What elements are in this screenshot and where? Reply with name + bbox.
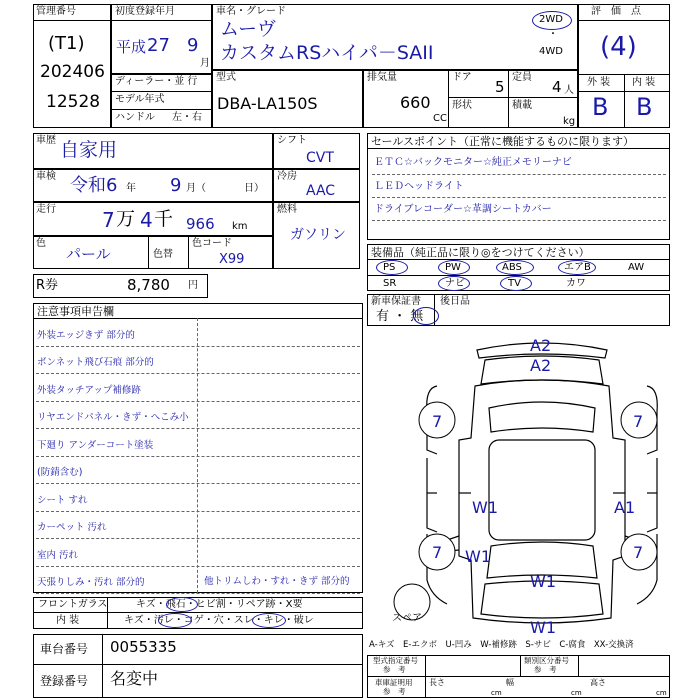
- management-id2: 12528: [46, 92, 101, 112]
- note-row: (防錆含む): [37, 467, 83, 478]
- note-row: 室内 汚れ: [37, 549, 79, 561]
- inspection-year-unit: 年: [126, 183, 136, 194]
- after-items-label: 後日品: [440, 296, 470, 307]
- equip-abs: ABS: [502, 262, 522, 273]
- recycle-box: [33, 274, 208, 298]
- management-id1: 202406: [40, 62, 105, 82]
- capacity-label: 定員: [512, 72, 532, 83]
- equip-abs-circle: [496, 260, 534, 275]
- mileage-man-unit: 万: [116, 208, 136, 230]
- aircon-label: 冷房: [277, 171, 297, 182]
- cc-unit: CC: [433, 113, 447, 124]
- drive-4wd: 4WD: [539, 46, 563, 57]
- equip-airbag-circle: [558, 260, 596, 275]
- mark-tire-rl: 7: [432, 412, 443, 431]
- equip-tv-circle: [500, 276, 532, 291]
- equip-pw: PW: [445, 262, 461, 273]
- fuel-label: 燃料: [277, 204, 297, 215]
- equip-navi: ナビ: [445, 278, 465, 289]
- reg-no-value: 名変中: [110, 669, 159, 688]
- equip-leather: カワ: [566, 278, 586, 289]
- inspection-month: 9: [170, 175, 182, 196]
- inspection-era: 令和6: [70, 175, 118, 196]
- handle-value: 左・右: [172, 112, 202, 123]
- mark-left-front: W1: [465, 547, 491, 566]
- mark-tire-fl: 7: [432, 543, 443, 562]
- note-row: カーペット 汚れ: [37, 522, 107, 533]
- note-row: リヤエンドパネル・きず・へこみ小: [37, 412, 189, 423]
- interior-row-options: キズ・汚レ・コゲ・穴・スレ・キレ・破レ: [124, 615, 314, 626]
- exterior-grade: B: [592, 93, 609, 121]
- inspection-label: 車検: [36, 171, 56, 182]
- note-row: 外装エッジきず 部分的: [37, 329, 135, 341]
- width-label: 幅: [506, 678, 514, 687]
- type-label: 型式: [216, 72, 236, 83]
- damage-legend: A-キズ E-エクボ U-凹み W-補修跡 S-サビ C-腐食 XX-交換済: [369, 640, 634, 650]
- load-label: 積載: [512, 100, 532, 111]
- equip-airbag: エアB: [564, 262, 591, 273]
- drive-2wd: 2WD: [539, 14, 563, 25]
- vehicle-name-label: 車名・グレード: [216, 6, 286, 17]
- warranty-circle: [413, 307, 439, 325]
- recycle-unit: 円: [188, 280, 198, 291]
- color-code: X99: [219, 252, 245, 267]
- length-label: 長さ: [429, 678, 445, 687]
- history-label: 車歴: [36, 135, 56, 146]
- note-row: シート すれ: [37, 494, 88, 506]
- chassis-value: 0055335: [110, 638, 177, 656]
- sales-point-2: ＬＥＤヘッドライト: [374, 181, 464, 192]
- equip-pw-circle: [438, 260, 470, 275]
- evaluation-score: (4): [600, 32, 637, 62]
- mark-right-side: A1: [614, 498, 636, 517]
- note-row: ボンネット飛び石痕 部分的: [37, 357, 154, 368]
- sales-point-1: ＥＴＣ☆バックモニター☆純正メモリーナビ: [374, 157, 572, 168]
- registration-month: 9: [187, 35, 199, 56]
- height-label: 高さ: [590, 678, 606, 687]
- drive-dot: ・: [548, 29, 558, 40]
- cert-label: 車庫証明用: [375, 678, 413, 687]
- height-cm: cm: [656, 689, 667, 697]
- mark-spoiler: A2: [530, 336, 552, 355]
- registration-year: 27: [147, 35, 170, 56]
- displacement-label: 排気量: [367, 72, 397, 83]
- warranty-value: 有 ・ 無: [376, 309, 424, 324]
- width-cm: cm: [571, 689, 582, 697]
- displacement-value: 660: [400, 93, 431, 112]
- doors-label: ドア: [452, 72, 472, 83]
- color-code-label: 色コード: [192, 238, 232, 249]
- dealer-label: ディーラー・並 行: [115, 76, 198, 87]
- inspection-day-unit: 日）: [244, 183, 264, 194]
- registration-label: 初度登録年月: [115, 6, 175, 17]
- fuel-value: ガソリン: [290, 227, 346, 243]
- equipment-label: 装備品（純正品に限り◎をつけてください）: [371, 246, 590, 259]
- note-row: 天張りしみ・汚れ 部分的: [37, 577, 145, 588]
- glass-label: フロントガラス: [38, 599, 108, 610]
- sales-points-label: セールスポイント（正常に機能するものに限ります）: [371, 135, 635, 148]
- glass-options: キズ・飛石・ヒビ割・リペア跡・X要: [136, 599, 303, 610]
- interior-row-label: 内 装: [56, 615, 80, 626]
- interior-grade: B: [636, 93, 653, 121]
- capacity-unit: 人: [564, 85, 574, 96]
- mark-tire-fr: 7: [633, 543, 644, 562]
- warranty-label: 新車保証書: [371, 296, 421, 307]
- car-diagram: [367, 328, 670, 638]
- ref2-label: 参 考: [534, 665, 557, 674]
- mark-front-bumper: W1: [530, 618, 556, 637]
- history-value: 自家用: [60, 139, 118, 161]
- equip-navi-circle: [438, 276, 470, 291]
- mark-rear-bumper: A2: [530, 356, 552, 375]
- glass-circle: [166, 597, 198, 612]
- mileage-sen: 4: [140, 208, 153, 232]
- interior-label: 内 装: [632, 77, 656, 88]
- management-code: (T1): [48, 33, 85, 54]
- evaluation-label: 評 価 点: [591, 6, 641, 17]
- chassis-label: 車台番号: [40, 642, 89, 656]
- mark-hood: W1: [530, 572, 556, 591]
- shape-label: 形状: [452, 100, 472, 111]
- mileage-unit: km: [232, 221, 248, 232]
- capacity-value: 4: [552, 78, 562, 96]
- color-value: パール: [66, 245, 111, 263]
- vehicle-name: ムーヴ: [220, 18, 277, 40]
- equip-tv: TV: [508, 278, 521, 289]
- aircon-value: AAC: [306, 183, 336, 199]
- vehicle-grade: カスタムRSハイパ－SAII: [220, 42, 434, 64]
- notes-label: 注意事項申告欄: [37, 305, 114, 318]
- note-row: 外装タッチアップ補修跡: [37, 384, 141, 396]
- inspection-box: [33, 169, 273, 202]
- recycle-value: 8,780: [127, 276, 170, 294]
- shift-value: CVT: [306, 150, 334, 166]
- note-row: 下廻り アンダーコート塗装: [37, 439, 154, 451]
- recycle-label: R券: [36, 278, 59, 293]
- ref3-label: 参 考: [383, 687, 406, 696]
- reg-no-label: 登録番号: [40, 674, 89, 688]
- registration-era: 平成: [116, 38, 147, 56]
- spare-label: スペア: [392, 613, 422, 624]
- model-year-label: モデル年式: [115, 94, 165, 105]
- mark-left-side: W1: [472, 498, 498, 517]
- interior-scuff-circle: [252, 613, 286, 628]
- notes-extra: 他トリムしわ・すれ・きず 部分的: [204, 576, 350, 587]
- length-cm: cm: [491, 689, 502, 697]
- mileage-rest: 966: [186, 215, 215, 233]
- shift-label: シフト: [277, 135, 307, 146]
- mileage-man: 7: [102, 208, 115, 232]
- inspection-month-unit: 月（: [186, 183, 206, 194]
- mark-tire-rr: 7: [633, 412, 644, 431]
- management-label: 管理番号: [36, 6, 76, 17]
- ref1-label: 参 考: [383, 665, 406, 674]
- class-label: 類別区分番号: [524, 656, 569, 665]
- form-label: 型式指定番号: [373, 656, 418, 665]
- handle-label: ハンドル: [115, 112, 155, 123]
- equip-sr: SR: [383, 278, 397, 289]
- equip-ps: PS: [383, 262, 396, 273]
- registration-month-unit: 月: [200, 58, 210, 69]
- doors-value: 5: [495, 78, 505, 96]
- kg-unit: kg: [563, 116, 576, 127]
- interior-stain-circle: [158, 613, 192, 628]
- type-value: DBA-LA150S: [217, 94, 318, 113]
- color-label: 色: [36, 238, 46, 249]
- color-change-label: 色替: [153, 249, 173, 260]
- equip-aw: AW: [628, 262, 645, 273]
- equip-ps-circle: [376, 260, 408, 275]
- sales-point-3: ドライブレコーダー☆革調シートカバー: [374, 204, 552, 215]
- mileage-sen-unit: 千: [154, 208, 174, 230]
- mileage-label: 走行: [36, 204, 56, 215]
- exterior-label: 外 装: [587, 77, 611, 88]
